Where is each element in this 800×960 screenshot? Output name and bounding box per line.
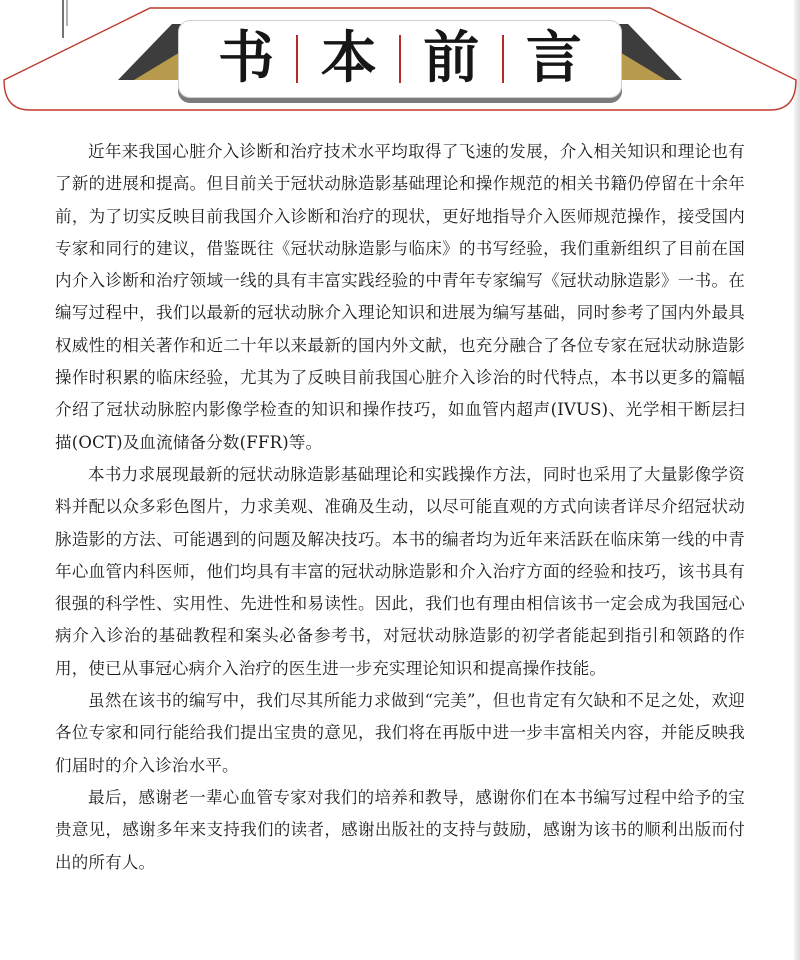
preface-body [55, 136, 745, 879]
paragraph: 近年来我国心脏介入诊断和治疗技术水平均取得了飞速的发展，介入相关知识和理论也有了新的进展和提高。但目前关于冠状动脉造影基础理论和操作规范的相关书籍仍停留在十余年前，为了切实反映目前我国介入诊断和治疗的现状，更好地指导介入医师规范操作，接受国内专家和同行的建议，借鉴既往《冠状动脉造影与临床》的书写经验，我们重新组织了目前在国内介入诊断和治疗领域一线的具有丰富实践经验的中青年专家编写《冠状动脉造影》一书。在编写过程中，我们以最新的冠状动脉介入理论知识和进展为编写基础，同时参考了国内外最具权威性的相关著作和近二十年以来最新的国内外文献，也充分融合了各位专家在冠状动脉造影操作时积累的临床经验，尤其为了反映目前我国心脏介入诊治的时代特点，本书以更多的篇幅介绍了冠状动脉腔内影像学检查的知识和操作技巧，如血管内超声(IVUS)、光学相干断层扫描(OCT)及血流储备分数(FFR)等。 [55, 142, 745, 452]
title-divider [296, 35, 298, 83]
page-title [178, 20, 622, 98]
paragraph: 本书力求展现最新的冠状动脉造影基础理论和实践操作方法，同时也采用了大量影像学资料并配以众多彩色图片，力求美观、准确及生动，以尽可能直观的方式向读者详尽介绍冠状动脉造影的方法、可能遇到的问题及解决技巧。本书的编者均为近年来活跃在临床第一线的中青年心血管内科医师，他们均具有丰富的冠状动脉造影和介入治疗方面的经验和技巧，该书具有很强的科学性、实用性、先进性和易读性。因此，我们也有理由相信该书一定会成为我国冠心病介入诊治的基础教程和案头必备参考书，对冠状动脉造影的初学者能起到指引和领路的作用，使已从事冠心病介入治疗的医生进一步充实理论知识和提高操作技能。 [55, 464, 745, 678]
title-char: 本 [320, 26, 377, 91]
page-edge-shadow [794, 0, 800, 960]
title-char: 言 [525, 26, 582, 91]
paragraph: 虽然在该书的编写中，我们尽其所能力求做到“完美”，但也肯定有欠缺和不足之处，欢迎各位专家和同行能给我们提出宝贵的意见，我们将在再版中进一步丰富相关内容，并能反映我们届时的介入诊治水平。 [55, 691, 745, 775]
title-char: 前 [423, 26, 480, 91]
title-divider [502, 35, 504, 83]
title-divider [399, 35, 401, 83]
title-char: 书 [218, 26, 275, 91]
paragraph: 最后，感谢老一辈心血管专家对我们的培养和教导，感谢你们在本书编写过程中给予的宝贵意见，感谢多年来支持我们的读者，感谢出版社的支持与鼓励，感谢为该书的顺利出版而付出的所有人。 [55, 787, 745, 872]
